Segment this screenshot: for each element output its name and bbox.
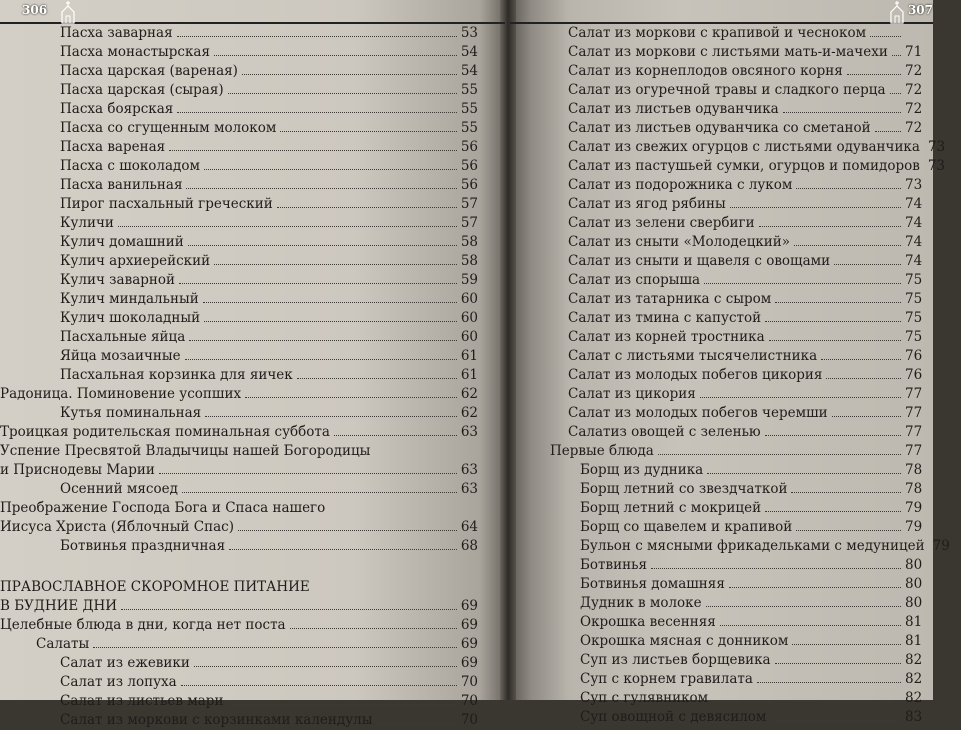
toc-entry [580, 708, 933, 727]
toc-entry-title: Салат из зелени свербиги [568, 215, 755, 231]
toc-entry-title: Салат из моркови с крапивой и чесноком [568, 25, 867, 41]
toc-entry [0, 309, 478, 328]
toc-entry-title: Первые блюда [550, 443, 654, 459]
toc-leader-dots [334, 423, 457, 436]
toc-entry-title: Кулич домашний [60, 234, 184, 250]
toc-entry-page: 80 [905, 576, 923, 592]
toc-entry-page: 77 [905, 424, 923, 440]
toc-entry-page: 80 [905, 557, 923, 573]
toc-entry [0, 119, 478, 138]
toc-entry [0, 81, 478, 100]
toc-entry-page: 77 [905, 386, 923, 402]
toc-entry [580, 499, 933, 518]
toc-entry-page: 81 [905, 614, 923, 630]
toc-entry-page: 63 [460, 424, 478, 440]
toc-entry-title: Суп с гулявником [580, 690, 709, 706]
toc-leader-dots [890, 81, 901, 94]
toc-leader-dots [796, 518, 901, 531]
toc-entry-title: Салат из цикория [568, 386, 696, 402]
toc-entry [580, 651, 933, 670]
toc-leader-dots [700, 385, 901, 398]
toc-entry [0, 711, 478, 730]
toc-leader-dots [729, 575, 901, 588]
toc-entry-page: 75 [905, 310, 923, 326]
toc-leader-dots [796, 176, 901, 189]
toc-entry-title: Ботвинья домашняя [580, 576, 725, 592]
toc-entry [580, 518, 933, 537]
toc-leader-dots [765, 499, 901, 512]
toc-entry-page: 60 [460, 329, 478, 345]
toc-leader-dots [770, 708, 901, 721]
toc-entry [0, 537, 478, 556]
toc-leader-dots [238, 518, 457, 531]
toc-entry [0, 271, 478, 290]
toc-entry-title: Салат из корней тростника [568, 329, 765, 345]
toc-entry-page: 81 [905, 633, 923, 649]
toc-leader-dots [182, 480, 457, 493]
toc-entry [0, 461, 478, 480]
toc-leader-dots [314, 579, 474, 591]
toc-entry-page: 61 [460, 348, 478, 364]
toc-entry [0, 43, 478, 62]
toc-leader-dots [834, 252, 901, 265]
toc-entry-page: 74 [905, 253, 923, 269]
toc-leader-dots [228, 81, 457, 94]
toc-leader-dots [658, 442, 901, 455]
toc-entry-title: Салат из лопуха [60, 674, 177, 690]
toc-entry [568, 195, 933, 214]
toc-entry-title: Троицкая родительская поминальная суббота [0, 424, 330, 440]
toc-entry-page: 72 [905, 63, 923, 79]
toc-entry-title: Преображение Господа Бога и Спаса нашего [0, 500, 326, 516]
toc-leader-dots [374, 443, 474, 455]
toc-entry-page: 62 [460, 386, 478, 402]
toc-leader-dots [794, 233, 901, 246]
toc-entry-title: Салат из корнеплодов овсяного корня [568, 63, 843, 79]
toc-entry-title: Суп с корнем гравилата [580, 671, 753, 687]
toc-entry [0, 635, 478, 654]
toc-entry [568, 24, 933, 43]
toc-entry-page: 82 [905, 652, 923, 668]
toc-entry-title: Осенний мясоед [60, 481, 178, 497]
toc-leader-dots [765, 423, 901, 436]
toc-entry-title: Салат из огуречной травы и сладкого перца [568, 82, 886, 98]
toc-entry-page: 61 [460, 367, 478, 383]
toc-entry [568, 366, 933, 385]
toc-entry-page: 56 [460, 139, 478, 155]
toc-entry-page: 57 [460, 215, 478, 231]
toc-entry [580, 689, 933, 708]
toc-entry-title: ПРАВОСЛАВНОЕ СКОРОМНОЕ ПИТАНИЕ [0, 579, 310, 595]
toc-entry-title: Пасхальные яйца [60, 329, 186, 345]
toc-entry [568, 81, 933, 100]
toc-entry-title: Салат из спорыша [568, 272, 701, 288]
toc-leader-dots [189, 328, 457, 341]
toc-entry-title: Борщ со щавелем и крапивой [580, 519, 793, 535]
toc-entry [0, 673, 478, 692]
toc-entry-title: Салат из свежих огурцов с листьями одуванчика [568, 139, 920, 155]
toc-entry-title: Пасха вареная [60, 139, 166, 155]
toc-entry-page: 56 [460, 158, 478, 174]
toc-entry-page: 78 [905, 462, 923, 478]
left-page-number: 306 [22, 3, 48, 17]
toc-entry-page: 58 [460, 253, 478, 269]
toc-entry-page: 79 [905, 519, 923, 535]
toc-leader-dots [775, 290, 901, 303]
toc-entry [0, 442, 478, 461]
toc-entry [568, 214, 933, 233]
toc-entry-title: Салат из татарника с сыром [568, 291, 772, 307]
toc-entry-title: Пасха со сгущенным молоком [60, 120, 277, 136]
toc-leader-dots [227, 692, 456, 705]
toc-entry-title: Окрошка весенняя [580, 614, 716, 630]
toc-leader-dots [159, 461, 457, 474]
toc-entry-title: Кулич заварной [60, 272, 176, 288]
toc-entry [0, 195, 478, 214]
church-icon [58, 0, 78, 24]
toc-leader-dots [892, 43, 901, 56]
toc-leader-dots [194, 654, 457, 667]
toc-entry-title: Салатиз овощей с зеленью [568, 424, 761, 440]
toc-leader-dots [297, 366, 457, 379]
toc-leader-dots [290, 616, 457, 629]
toc-leader-dots [93, 635, 457, 648]
toc-entry [568, 385, 933, 404]
toc-entry-title: Салат из моркови с листьями мать-и-мачехи [568, 44, 888, 60]
toc-entry-page: 75 [905, 272, 923, 288]
toc-leader-dots [875, 119, 901, 132]
toc-entry [568, 309, 933, 328]
toc-entry-title: Салат из сныти и щавеля с овощами [568, 253, 831, 269]
toc-leader-dots [769, 328, 901, 341]
toc-entry-page: 69 [460, 598, 478, 614]
toc-entry-page: 75 [905, 329, 923, 345]
toc-entry [580, 594, 933, 613]
toc-entry [0, 423, 478, 442]
church-icon [887, 0, 907, 24]
toc-entry [550, 442, 933, 461]
toc-entry [568, 100, 933, 119]
toc-entry-page: 64 [460, 519, 478, 535]
toc-entry [0, 616, 478, 635]
toc-entry-page: 69 [460, 655, 478, 671]
toc-leader-dots [826, 366, 901, 379]
toc-entry [0, 233, 478, 252]
toc-entry-page: 76 [905, 367, 923, 383]
toc-leader-dots [707, 461, 901, 474]
toc-leader-dots [791, 480, 901, 493]
right-toc-list [550, 24, 950, 727]
toc-entry [580, 461, 933, 480]
toc-entry-title: Салат из тмина с капустой [568, 310, 762, 326]
toc-entry [568, 157, 946, 176]
toc-entry [568, 328, 933, 347]
toc-leader-dots [181, 673, 457, 686]
toc-leader-dots [4, 556, 474, 568]
toc-entry-page: 55 [460, 101, 478, 117]
toc-leader-dots [204, 157, 457, 170]
toc-entry-page: 55 [460, 120, 478, 136]
toc-entry-title: Пасха царская (сырая) [60, 82, 224, 98]
toc-entry-title: Куличи [60, 215, 114, 231]
toc-entry-title: Салат из листьев одуванчика со сметаной [568, 120, 871, 136]
toc-entry-page: 69 [460, 617, 478, 633]
toc-entry [580, 613, 933, 632]
toc-entry [0, 597, 478, 616]
toc-entry [568, 252, 933, 271]
toc-leader-dots [832, 404, 901, 417]
toc-entry [0, 366, 478, 385]
toc-entry-title: Пирог пасхальный греческий [60, 196, 273, 212]
toc-entry [0, 692, 478, 711]
toc-entry-page: 70 [460, 674, 478, 690]
toc-entry-page: 79 [905, 500, 923, 516]
toc-entry-title: и Приснодевы Марии [0, 462, 155, 478]
toc-entry-page: 54 [460, 63, 478, 79]
toc-leader-dots [242, 62, 457, 75]
toc-leader-dots [870, 24, 901, 37]
toc-entry [568, 290, 933, 309]
toc-entry-title: Пасхальная корзинка для яичек [60, 367, 293, 383]
toc-leader-dots [704, 271, 901, 284]
toc-entry [568, 347, 933, 366]
toc-entry [0, 138, 478, 157]
toc-entry-page: 73 [927, 139, 946, 155]
toc-entry-page: 77 [905, 443, 923, 459]
toc-entry-page: 54 [460, 44, 478, 60]
toc-entry-title: Пасха заварная [60, 25, 173, 41]
toc-leader-dots [759, 214, 901, 227]
toc-entry [568, 176, 933, 195]
toc-entry-title: Салат из пастушьей сумки, огурцов и помидоров [568, 158, 920, 174]
toc-entry [568, 233, 933, 252]
toc-leader-dots [204, 309, 457, 322]
toc-entry-page: 59 [460, 272, 478, 288]
toc-entry-page: 56 [460, 177, 478, 193]
toc-entry-page: 73 [927, 158, 946, 174]
toc-entry-page: 69 [460, 636, 478, 652]
toc-entry-page: 76 [905, 348, 923, 364]
toc-leader-dots [712, 689, 901, 702]
left-toc-list [0, 24, 478, 730]
toc-entry [0, 480, 478, 499]
toc-leader-dots [792, 632, 901, 645]
toc-entry-title: Окрошка мясная с донником [580, 633, 789, 649]
toc-entry-title: Пасха ванильная [60, 177, 183, 193]
right-page-number: 307 [907, 3, 933, 17]
toc-leader-dots [757, 670, 901, 683]
toc-entry-page: 53 [460, 25, 478, 41]
toc-leader-dots [214, 252, 457, 265]
toc-entry-title: Салат из молодых побегов цикория [568, 367, 823, 383]
toc-entry-title: Суп овощной с девясилом [580, 709, 767, 725]
toc-entry-page: 74 [905, 215, 923, 231]
toc-entry-title: Салат из ежевики [60, 655, 190, 671]
toc-entry-page: 55 [460, 82, 478, 98]
toc-entry-title: Борщ летний со звездчаткой [580, 481, 788, 497]
toc-entry-page: 58 [460, 234, 478, 250]
toc-entry-title: Дудник в молоке [580, 595, 702, 611]
toc-leader-dots [177, 100, 456, 113]
toc-entry-title: Салат из ягод рябины [568, 196, 726, 212]
toc-entry [0, 176, 478, 195]
toc-entry-page: 82 [905, 690, 923, 706]
toc-entry-title: В БУДНИЕ ДНИ [0, 598, 118, 614]
toc-leader-dots [651, 556, 901, 569]
toc-entry [580, 556, 933, 575]
toc-entry-page: 70 [460, 712, 478, 728]
toc-entry-title: Бульон с мясными фрикадельками с медуницей [580, 538, 925, 554]
toc-leader-dots [730, 195, 901, 208]
toc-entry-page: 72 [905, 120, 923, 136]
toc-leader-dots [169, 138, 457, 151]
toc-entry-title: Пасха монастырская [60, 44, 210, 60]
toc-entry [0, 328, 478, 347]
toc-leader-dots [277, 195, 457, 208]
toc-entry-title: Целебные блюда в дни, когда нет поста [0, 617, 286, 633]
toc-leader-dots [329, 500, 474, 512]
toc-entry-title: Иисуса Христа (Яблочный Спас) [0, 519, 234, 535]
toc-entry [0, 157, 478, 176]
toc-entry-title: Успение Пресвятой Владычицы нашей Богородицы [0, 443, 371, 459]
toc-entry [568, 43, 933, 62]
toc-entry-page: 82 [905, 671, 923, 687]
toc-entry-page: 71 [905, 44, 923, 60]
toc-leader-dots [821, 347, 901, 360]
toc-entry [0, 556, 478, 578]
toc-leader-dots [186, 176, 456, 189]
toc-entry-title: Пасха с шоколадом [60, 158, 200, 174]
toc-leader-dots [706, 594, 901, 607]
toc-entry [568, 423, 933, 442]
toc-entry [568, 138, 946, 157]
toc-entry-page: 60 [460, 291, 478, 307]
toc-entry [0, 385, 478, 404]
toc-entry-page: 72 [905, 82, 923, 98]
toc-entry-title: Ботвинья праздничная [60, 538, 226, 554]
toc-leader-dots [376, 711, 456, 724]
left-header-bar [0, 0, 505, 24]
toc-entry-title: Борщ летний с мокрицей [580, 500, 762, 516]
toc-entry-title: Салат из листьев одуванчика [568, 101, 779, 117]
toc-entry-page: 74 [905, 234, 923, 250]
toc-leader-dots [203, 290, 457, 303]
toc-entry-title: Салат из молодых побегов черемши [568, 405, 828, 421]
toc-entry [580, 537, 950, 556]
toc-leader-dots [847, 62, 901, 75]
toc-entry-page: 75 [905, 291, 923, 307]
toc-entry-page: 72 [905, 101, 923, 117]
toc-entry-title: Пасха царская (вареная) [60, 63, 238, 79]
toc-entry [0, 347, 478, 366]
toc-entry-page: 79 [932, 538, 950, 554]
toc-leader-dots [188, 233, 457, 246]
toc-entry-page: 74 [905, 196, 923, 212]
toc-leader-dots [185, 347, 457, 360]
toc-entry-page: 60 [460, 310, 478, 326]
toc-leader-dots [783, 100, 901, 113]
toc-entry-title: Борщ из дудника [580, 462, 704, 478]
right-header-bar [510, 0, 933, 24]
toc-entry-title: Салат из подорожника с луком [568, 177, 793, 193]
toc-leader-dots [179, 271, 457, 284]
toc-leader-dots [214, 43, 457, 56]
toc-entry [0, 214, 478, 233]
toc-entry-page: 78 [905, 481, 923, 497]
toc-entry-page: 62 [460, 405, 478, 421]
toc-entry-title: Суп из листьев борщевика [580, 652, 771, 668]
toc-entry-title: Салат с листьями тысячелистника [568, 348, 818, 364]
toc-entry-title: Салат из листьев мари [60, 693, 224, 709]
toc-entry-title: Ботвинья [580, 557, 647, 573]
toc-entry [0, 518, 478, 537]
toc-leader-dots [118, 214, 457, 227]
toc-entry-page: 80 [905, 595, 923, 611]
toc-entry [580, 575, 933, 594]
toc-entry [568, 271, 933, 290]
toc-entry-title: Яйца мозаичные [60, 348, 181, 364]
toc-entry-title: Салат из сныти «Молодецкий» [568, 234, 791, 250]
toc-leader-dots [177, 24, 457, 37]
toc-entry-page: 63 [460, 481, 478, 497]
toc-leader-dots [775, 651, 901, 664]
toc-entry [0, 24, 478, 43]
toc-entry [0, 404, 478, 423]
toc-leader-dots [245, 385, 457, 398]
toc-entry-title: Радоница. Поминовение усопших [0, 386, 242, 402]
toc-entry [0, 100, 478, 119]
toc-entry-page: 68 [460, 538, 478, 554]
toc-leader-dots [229, 537, 457, 550]
toc-entry [568, 62, 933, 81]
toc-entry-page: 63 [460, 462, 478, 478]
toc-entry [580, 670, 933, 689]
toc-entry-page: 57 [460, 196, 478, 212]
toc-entry-title: Кулич шоколадный [60, 310, 201, 326]
toc-entry [580, 632, 933, 651]
toc-leader-dots [765, 309, 901, 322]
toc-entry [0, 499, 478, 518]
toc-entry [0, 654, 478, 673]
toc-entry [568, 119, 933, 138]
toc-entry-title: Кутья поминальная [60, 405, 202, 421]
toc-leader-dots [121, 597, 457, 610]
toc-entry [580, 480, 933, 499]
toc-entry [568, 404, 933, 423]
toc-entry-page: 83 [905, 709, 923, 725]
toc-entry [0, 252, 478, 271]
toc-entry-page: 77 [905, 405, 923, 421]
book-gutter [500, 0, 516, 700]
toc-leader-dots [280, 119, 456, 132]
toc-entry-title: Пасха боярская [60, 101, 174, 117]
toc-leader-dots [205, 404, 457, 417]
toc-entry-title: Кулич миндальный [60, 291, 199, 307]
toc-entry-page: 73 [905, 177, 923, 193]
toc-entry-title: Кулич архиерейский [60, 253, 211, 269]
toc-entry-title: Салаты [36, 636, 90, 652]
toc-leader-dots [720, 613, 901, 626]
toc-entry-page: 70 [460, 693, 478, 709]
toc-entry [0, 62, 478, 81]
toc-entry [0, 578, 478, 597]
toc-entry-title: Салат из моркови с корзинками календулы [60, 712, 373, 728]
toc-entry [0, 290, 478, 309]
